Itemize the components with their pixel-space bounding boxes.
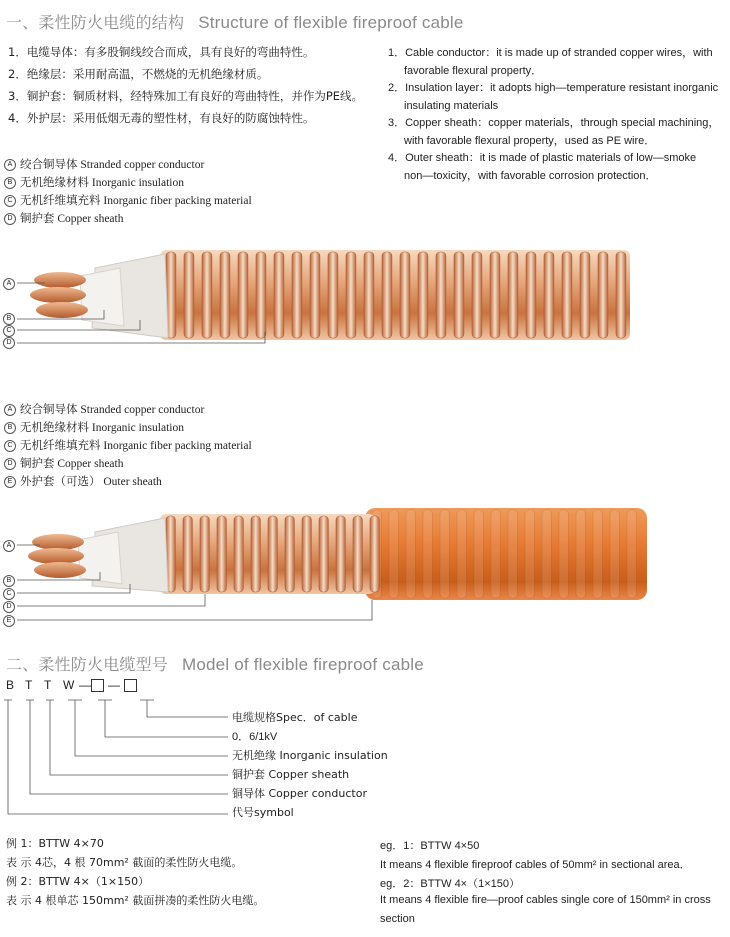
sheath-rib	[256, 252, 266, 338]
sheath-rib	[400, 252, 410, 338]
section2-title-zh: 二、柔性防火电缆型号	[6, 655, 169, 674]
legend-mark: A	[4, 404, 16, 416]
example-line: 表 示 4 根单芯 150mm² 截面拼凑的柔性防火电缆。	[6, 894, 265, 907]
sheath-rib	[364, 252, 374, 338]
example-line: It means 4 flexible fireproof cables of 50mm² in sectional area．	[380, 859, 691, 871]
model-label: 代号symbol	[232, 806, 294, 819]
section1-title	[6, 10, 464, 33]
examples-zh	[6, 835, 264, 911]
model-labels	[232, 709, 388, 823]
example-line: 表 示 4芯，4 根 70mm² 截面的柔性防火电缆。	[6, 856, 243, 869]
legend-item	[4, 174, 252, 192]
diagram-mark: C	[3, 588, 15, 600]
examples-en	[380, 837, 725, 932]
diagram-mark: A	[3, 540, 15, 552]
sheath-rib	[202, 252, 212, 338]
sheath-rib	[440, 510, 449, 598]
sheath-rib	[328, 252, 338, 338]
code-dash: —	[108, 678, 120, 692]
cable-diagram-copper	[0, 240, 730, 360]
sheath-rib	[302, 516, 311, 592]
legend-mark: B	[4, 177, 16, 189]
structure-item-en: 1．Cable conductor：it is made up of stranded copper wires，with	[388, 47, 713, 59]
sheath-rib	[436, 252, 446, 338]
sheath-rib	[491, 510, 500, 598]
sheath-rib	[389, 510, 398, 598]
model-label: 铜导体 Copper conductor	[232, 787, 367, 800]
code-letter: T	[44, 678, 52, 692]
example-line: 例 1：BTTW 4×70	[6, 837, 104, 850]
sheath-rib	[200, 516, 209, 592]
sheath-rib	[251, 516, 260, 592]
sheath-rib	[544, 252, 554, 338]
legend-mark: D	[4, 458, 16, 470]
structure-item-en: favorable flexural property．	[404, 64, 543, 77]
code-box	[91, 679, 104, 692]
sheath-rib	[526, 252, 536, 338]
legend-text: 绞合铜导体 Stranded copper conductor	[20, 159, 205, 171]
sheath-rib	[319, 516, 328, 592]
structure-item-zh: 1．电缆导体：有多股铜线绞合而成，具有良好的弯曲特性。	[8, 45, 315, 59]
diagram-mark: C	[3, 325, 15, 337]
sheath-rib	[234, 516, 243, 592]
code-letter: T	[25, 678, 33, 692]
sheath-rib	[406, 510, 415, 598]
structure-item-en: non—toxicity，with favorable corrosion protection．	[404, 169, 657, 182]
legend-item	[4, 455, 252, 473]
stranded-conductor	[28, 534, 86, 578]
stranded-conductor	[30, 272, 88, 318]
code-box	[124, 679, 137, 692]
code-letter: W	[63, 678, 75, 692]
structure-item-en: with favorable flexural property，used as PE wire．	[404, 134, 656, 147]
sheath-rib	[562, 252, 572, 338]
sheath-rib	[559, 510, 568, 598]
structure-item-zh: 4．外护层：采用低烟无毒的塑性材，有良好的防腐蚀特性。	[8, 111, 315, 125]
legend-text: 铜护套 Copper sheath	[20, 213, 124, 225]
legend-text: 无机绝缘材料 Inorganic insulation	[20, 177, 184, 189]
section2-title	[6, 652, 424, 675]
diagram-mark: D	[3, 337, 15, 349]
diagram-mark: E	[3, 615, 15, 627]
legend-mark: D	[4, 213, 16, 225]
sheath-rib	[580, 252, 590, 338]
example-line: section	[380, 913, 415, 925]
sheath-rib	[217, 516, 226, 592]
sheath-rib	[238, 252, 248, 338]
model-label: 铜护套 Copper sheath	[232, 768, 350, 781]
example-line: It means 4 flexible fire—proof cables single core of 150mm² in cross	[380, 894, 711, 906]
code-dash: —	[79, 678, 91, 692]
sheath-rib	[418, 252, 428, 338]
section1-title-zh: 一、柔性防火电缆的结构	[6, 13, 185, 32]
legend-1	[4, 156, 252, 228]
sheath-rib	[274, 252, 284, 338]
sheath-rib	[183, 516, 192, 592]
inorganic-insulation	[80, 268, 124, 326]
sheath-rib	[382, 252, 392, 338]
section2-title-en: Model of flexible fireproof cable	[182, 655, 424, 674]
diagram-mark: A	[3, 278, 15, 290]
legend-item	[4, 192, 252, 210]
legend-text: 无机纤维填充料 Inorganic fiber packing material	[20, 195, 252, 207]
sheath-rib	[610, 510, 619, 598]
diagram-mark: B	[3, 575, 15, 587]
copper-sheath	[160, 250, 630, 340]
model-label: 无机绝缘 Inorganic insulation	[232, 749, 388, 762]
sheath-rib	[508, 510, 517, 598]
example-line: eg．1：BTTW 4×50	[380, 840, 480, 852]
sheath-rib	[490, 252, 500, 338]
structure-item-en: 4．Outer sheath：it is made of plastic materials of low—smoke	[388, 152, 697, 164]
model-label: 0．6/1kV	[232, 731, 278, 743]
model-tree-lines	[0, 694, 240, 824]
section1-title-en: Structure of flexible fireproof cable	[198, 13, 464, 32]
sheath-rib	[616, 252, 626, 338]
sheath-rib	[457, 510, 466, 598]
sheath-rib	[353, 516, 362, 592]
sheath-rib	[370, 516, 379, 592]
structure-item-en: 3．Copper sheath：copper materials，through special machining，	[388, 117, 720, 129]
legend-text: 绞合铜导体 Stranded copper conductor	[20, 404, 205, 416]
legend-2	[4, 401, 252, 491]
sheath-rib	[627, 510, 636, 598]
sheath-rib	[508, 252, 518, 338]
sheath-rib	[474, 510, 483, 598]
structure-item-zh: 2．绝缘层：采用耐高温，不燃烧的无机绝缘材质。	[8, 67, 269, 81]
legend-item	[4, 419, 252, 437]
example-line: eg．2：BTTW 4×（1×150）	[380, 878, 521, 890]
legend-text: 外护套（可选） Outer sheath	[20, 476, 162, 488]
model-label: 电缆规格Spec．of cable	[232, 711, 358, 724]
structure-list-zh	[8, 44, 363, 132]
sheath-rib	[472, 252, 482, 338]
sheath-rib	[598, 252, 608, 338]
legend-item	[4, 210, 252, 228]
code-letter: B	[6, 678, 15, 692]
sheath-rib	[525, 510, 534, 598]
sheath-rib	[285, 516, 294, 592]
example-line: 例 2：BTTW 4×（1×150）	[6, 875, 150, 888]
sheath-rib	[593, 510, 602, 598]
structure-list-en	[388, 45, 728, 185]
legend-item	[4, 401, 252, 419]
cable-diagram-sheathed	[0, 500, 730, 635]
structure-item-en: insulating materials	[404, 99, 499, 112]
sheath-rib	[268, 516, 277, 592]
legend-mark: B	[4, 422, 16, 434]
sheath-rib	[346, 252, 356, 338]
legend-mark: C	[4, 195, 16, 207]
legend-item	[4, 437, 252, 455]
diagram-mark: B	[3, 313, 15, 325]
legend-text: 铜护套 Copper sheath	[20, 458, 124, 470]
sheath-rib	[542, 510, 551, 598]
sheath-rib	[310, 252, 320, 338]
legend-text: 无机纤维填充料 Inorganic fiber packing material	[20, 440, 252, 452]
sheath-rib	[423, 510, 432, 598]
legend-text: 无机绝缘材料 Inorganic insulation	[20, 422, 184, 434]
legend-mark: C	[4, 440, 16, 452]
sheath-rib	[220, 252, 230, 338]
sheath-rib	[184, 252, 194, 338]
sheath-rib	[336, 516, 345, 592]
structure-item-en: 2．Insulation layer：it adopts high—temperature resistant inorganic	[388, 82, 719, 94]
sheath-rib	[292, 252, 302, 338]
model-code	[6, 678, 137, 692]
legend-mark: E	[4, 476, 16, 488]
sheath-rib	[454, 252, 464, 338]
legend-mark: A	[4, 159, 16, 171]
sheath-rib	[576, 510, 585, 598]
diagram-mark: D	[3, 601, 15, 613]
legend-item	[4, 156, 252, 174]
structure-item-zh: 3．铜护套：铜质材料，经特殊加工有良好的弯曲特性，并作为PE线。	[8, 89, 364, 103]
legend-item	[4, 473, 252, 491]
